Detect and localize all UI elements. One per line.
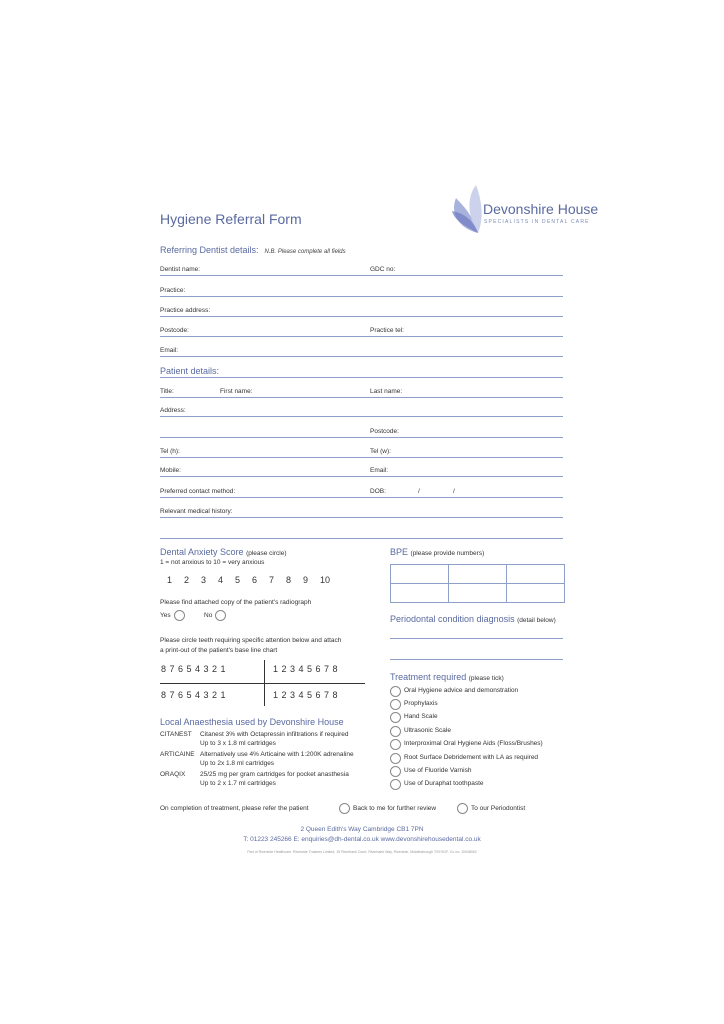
radiograph-yes-circle[interactable] (174, 610, 185, 621)
referring-heading-text: Referring Dentist details: (160, 245, 259, 255)
perio-field-1[interactable] (390, 638, 563, 639)
last-name-label: Last name: (370, 388, 403, 395)
treatment-checkbox-3[interactable] (390, 712, 401, 723)
anaesthesia-articaine-name: ARTICAINE (160, 751, 195, 758)
contact-dob-field[interactable] (160, 497, 563, 498)
radiograph-no-circle[interactable] (215, 610, 226, 621)
first-name-label: First name: (220, 388, 253, 395)
medical-history-field[interactable] (160, 517, 563, 518)
footer-legal: Part of Riverside Healthcare. Riverside Trustees Limited, 15 Riverbank Court, Riverbank Way, Riverside, Middlesbrough TS9 5GF. Co no: 10948062 (247, 850, 477, 854)
radiograph-no-label: No (204, 612, 213, 619)
perio-field-2[interactable] (390, 659, 563, 660)
address-label: Address: (160, 407, 186, 414)
treatment-checkbox-4[interactable] (390, 726, 401, 737)
treatment-checkbox-8[interactable] (390, 779, 401, 790)
dob-separator-2: / (453, 488, 455, 495)
treatment-checkbox-5[interactable] (390, 739, 401, 750)
radiograph-text: Please find attached copy of the patient's radiograph (160, 599, 312, 606)
tel-field[interactable] (160, 457, 563, 458)
logo-tagline: SPECIALISTS IN DENTAL CARE (484, 219, 590, 225)
anxiety-note: (please circle) (246, 550, 287, 557)
teeth-instruction-2: a print-out of the patient's base line chart (160, 647, 278, 654)
treatment-item-5: Interproximal Oral Hygiene Aids (Floss/Brushes) (404, 740, 543, 747)
bpe-grid (390, 564, 565, 603)
anaesthesia-articaine-line2: Up to 2x 1.8 ml cartridges (200, 760, 275, 767)
anxiety-6[interactable]: 6 (252, 575, 258, 585)
referring-note: N.B. Please complete all fields (264, 249, 346, 255)
treatment-item-1: Oral Hygiene advice and demonstration (404, 687, 519, 694)
teeth-instruction-1: Please circle teeth requiring specific attention below and attach (160, 637, 342, 644)
anxiety-numbers (167, 575, 337, 585)
treatment-item-8: Use of Duraphat toothpaste (404, 780, 484, 787)
perio-note: (detail below) (517, 617, 556, 624)
teeth-lower-right[interactable]: 1 2 3 4 5 6 7 8 (273, 690, 339, 700)
treatment-note: (please tick) (468, 675, 504, 682)
treatment-item-6: Root Surface Debridement with LA as required (404, 754, 539, 761)
logo-name: Devonshire House (483, 201, 599, 217)
tel-h-label: Tel (h): (160, 448, 180, 455)
mobile-label: Mobile: (160, 467, 181, 474)
patient-heading: Patient details: (160, 366, 220, 376)
email-label: Email: (160, 347, 179, 354)
dentist-name-field[interactable] (160, 275, 563, 276)
anxiety-5[interactable]: 5 (235, 575, 241, 585)
treatment-checkbox-6[interactable] (390, 753, 401, 764)
practice-tel-label: Practice tel: (370, 327, 404, 334)
completion-option-1: Back to me for further review (353, 805, 437, 812)
anxiety-10[interactable]: 10 (320, 575, 331, 585)
treatment-heading (390, 672, 504, 682)
footer-contact: T: 01223 245266 E: enquiries@dh-dental.co.uk www.devonshirehousedental.co.uk (243, 836, 481, 843)
patient-postcode-label: Postcode: (370, 428, 399, 435)
perio-heading-text: Periodontal condition diagnosis (390, 614, 515, 624)
practice-address-field[interactable] (160, 316, 563, 317)
perio-heading (390, 614, 556, 624)
patient-heading-rule (160, 377, 563, 378)
anxiety-9[interactable]: 9 (303, 575, 309, 585)
medical-history-label: Relevant medical history: (160, 508, 233, 515)
bpe-cell-lr[interactable] (391, 584, 449, 603)
bpe-cell-uc[interactable] (449, 565, 507, 584)
anaesthesia-heading: Local Anaesthesia used by Devonshire House (160, 717, 344, 727)
postcode-field[interactable] (160, 336, 563, 337)
anxiety-8[interactable]: 8 (286, 575, 292, 585)
title-label: Title: (160, 388, 174, 395)
completion-option-1-circle[interactable] (339, 803, 350, 814)
treatment-checkbox-2[interactable] (390, 699, 401, 710)
treatment-checkbox-7[interactable] (390, 766, 401, 777)
bpe-note: (please provide numbers) (410, 550, 485, 557)
address-field-2[interactable] (160, 437, 563, 438)
treatment-item-7: Use of Fluoride Varnish (404, 767, 472, 774)
anxiety-heading-text: Dental Anxiety Score (160, 547, 244, 557)
anxiety-7[interactable]: 7 (269, 575, 275, 585)
anaesthesia-oraqix-line1: 25/25 mg per gram cartridges for pocket anasthesia (200, 771, 349, 778)
anxiety-2[interactable]: 2 (184, 575, 190, 585)
treatment-heading-text: Treatment required (390, 672, 467, 682)
bpe-cell-ul[interactable] (507, 565, 565, 584)
practice-field[interactable] (160, 296, 563, 297)
patient-name-field[interactable] (160, 397, 563, 398)
medical-history-field-2[interactable] (160, 538, 563, 539)
postcode-label: Postcode: (160, 327, 189, 334)
gdc-no-label: GDC no: (370, 266, 396, 273)
footer-address: 2 Queen Edith's Way Cambridge CB1 7PN (300, 826, 424, 833)
patient-email-label: Email: (370, 467, 389, 474)
tel-w-label: Tel (w): (370, 448, 391, 455)
completion-text: On completion of treatment, please refer the patient (160, 805, 309, 812)
practice-label: Practice: (160, 287, 186, 294)
completion-option-2-circle[interactable] (457, 803, 468, 814)
anaesthesia-oraqix-line2: Up to 2 x 1.7 ml cartridges (200, 780, 276, 787)
logo-butterfly-icon (448, 183, 488, 235)
dob-separator-1: / (418, 488, 420, 495)
mobile-field[interactable] (160, 476, 563, 477)
teeth-horizontal-divider (160, 683, 365, 684)
anxiety-3[interactable]: 3 (201, 575, 207, 585)
anxiety-4[interactable]: 4 (218, 575, 224, 585)
dob-label: DOB: (370, 488, 386, 495)
bpe-cell-ur[interactable] (391, 565, 449, 584)
treatment-item-4: Ultrasonic Scale (404, 727, 451, 734)
bpe-cell-lc[interactable] (449, 584, 507, 603)
dentist-name-label: Dentist name: (160, 266, 201, 273)
teeth-upper-left[interactable]: 8 7 6 5 4 3 2 1 (161, 664, 227, 674)
practice-address-label: Practice address: (160, 307, 211, 314)
anxiety-scale: 1 = not anxious to 10 = very anxious (160, 559, 265, 566)
anxiety-heading (160, 547, 287, 557)
anaesthesia-articaine-line1: Alternatively use 4% Articaine with 1:200K adrenaline (200, 751, 354, 758)
form-title: Hygiene Referral Form (160, 211, 302, 227)
bpe-cell-ll[interactable] (507, 584, 565, 603)
bpe-heading-text: BPE (390, 547, 409, 557)
anaesthesia-citanest-line2: Up to 3 x 1.8 ml cartridges (200, 740, 276, 747)
treatment-item-3: Hand Scale (404, 713, 438, 720)
bpe-heading (390, 547, 484, 557)
anaesthesia-oraqix-name: ORAQIX (160, 771, 186, 778)
teeth-upper-right[interactable]: 1 2 3 4 5 6 7 8 (273, 664, 339, 674)
address-field[interactable] (160, 416, 563, 417)
referring-heading (160, 245, 346, 255)
anxiety-1[interactable]: 1 (167, 575, 173, 585)
teeth-lower-left[interactable]: 8 7 6 5 4 3 2 1 (161, 690, 227, 700)
anaesthesia-citanest-name: CITANEST (160, 731, 192, 738)
preferred-contact-label: Preferred contact method: (160, 488, 236, 495)
email-field[interactable] (160, 356, 563, 357)
completion-option-2: To our Periodontist (471, 805, 526, 812)
treatment-item-2: Prophylaxis (404, 700, 438, 707)
radiograph-yes-label: Yes (160, 612, 171, 619)
anaesthesia-citanest-line1: Citanest 3% with Octapressin infiltrations if required (200, 731, 349, 738)
treatment-checkbox-1[interactable] (390, 686, 401, 697)
